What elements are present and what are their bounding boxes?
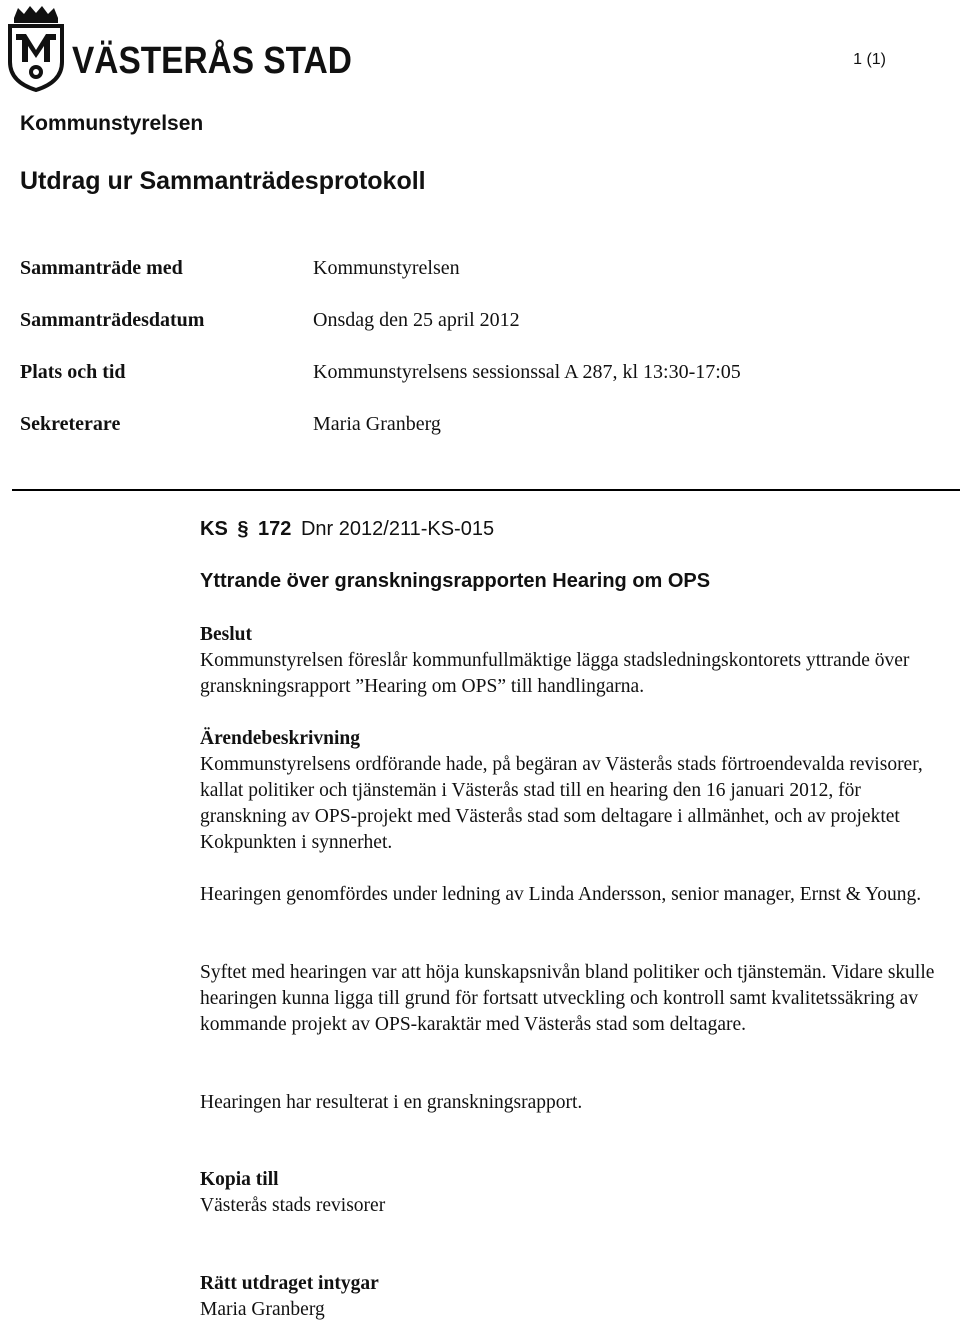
kopia-section <box>200 1167 945 1219</box>
arende-paragraph-3 <box>200 960 945 1038</box>
arende-paragraph: Kommunstyrelsens ordförande hade, på begäran av Västerås stads förtroendevalda revisorer, kallat politiker och tjänstemän i Västerås stad till en hearing den 16 januari 2012, för granskning av OPS-projekt med Västerås stad som deltagare i allmänhet, och av projektet Kokpunkten i synnerhet. <box>200 754 923 853</box>
intyg-text: Maria Granberg <box>200 1299 325 1320</box>
page-number: 1 (1) <box>853 51 886 68</box>
meta-label: Sammanträdesdatum <box>20 309 205 331</box>
arende-paragraph: Syftet med hearingen var att höja kunskapsnivån bland politiker och tjänstemän. Vidare skulle hearingen kunna ligga till grund för fortsatt utveckling och kontroll samt kvalitetssäkring av kommande projekt av OPS-karaktär med Västerås stad som deltagare. <box>200 962 935 1035</box>
meta-value: Onsdag den 25 april 2012 <box>313 309 520 331</box>
arende-section <box>200 726 945 856</box>
meta-value: Kommunstyrelsens sessionssal A 287, kl 13:30-17:05 <box>313 361 741 383</box>
beslut-heading: Beslut <box>200 624 253 645</box>
meta-value: Kommunstyrelsen <box>313 257 460 279</box>
intyg-heading: Rätt utdraget intygar <box>200 1273 379 1294</box>
arende-paragraph: Hearingen genomfördes under ledning av Linda Andersson, senior manager, Ernst & Young. <box>200 884 922 905</box>
case-dnr: Dnr 2012/211-KS-015 <box>300 518 495 540</box>
vasteras-logo <box>4 4 352 92</box>
case-header <box>200 518 494 541</box>
beslut-section <box>200 622 945 700</box>
kopia-text: Västerås stads revisorer <box>200 1195 386 1216</box>
city-crest-icon <box>4 4 68 92</box>
section-sign: § <box>237 518 249 540</box>
intyg-section <box>200 1271 945 1323</box>
meta-value: Maria Granberg <box>313 413 441 435</box>
case-number: 172 <box>258 518 292 540</box>
meta-label: Sammanträde med <box>20 257 183 279</box>
logo-text: VÄSTERÅS STAD <box>72 40 352 82</box>
arende-paragraph-2 <box>200 882 945 908</box>
meta-label: Plats och tid <box>20 361 126 383</box>
section-divider <box>12 489 960 491</box>
document-title: Utdrag ur Sammanträdesprotokoll <box>20 167 426 195</box>
arende-paragraph-4 <box>200 1090 945 1116</box>
meta-label: Sekreterare <box>20 413 121 435</box>
department-name: Kommunstyrelsen <box>20 112 204 135</box>
arende-paragraph: Hearingen har resulterat i en granskningsrapport. <box>200 1092 583 1113</box>
beslut-text: Kommunstyrelsen föreslår kommunfullmäktige lägga stadsledningskontorets yttrande över granskningsrapport ”Hearing om OPS” till handlingarna. <box>200 650 910 697</box>
case-prefix: KS <box>200 518 228 540</box>
case-title: Yttrande över granskningsrapporten Hearing om OPS <box>200 570 711 592</box>
arende-heading: Ärendebeskrivning <box>200 728 360 749</box>
kopia-heading: Kopia till <box>200 1169 279 1190</box>
